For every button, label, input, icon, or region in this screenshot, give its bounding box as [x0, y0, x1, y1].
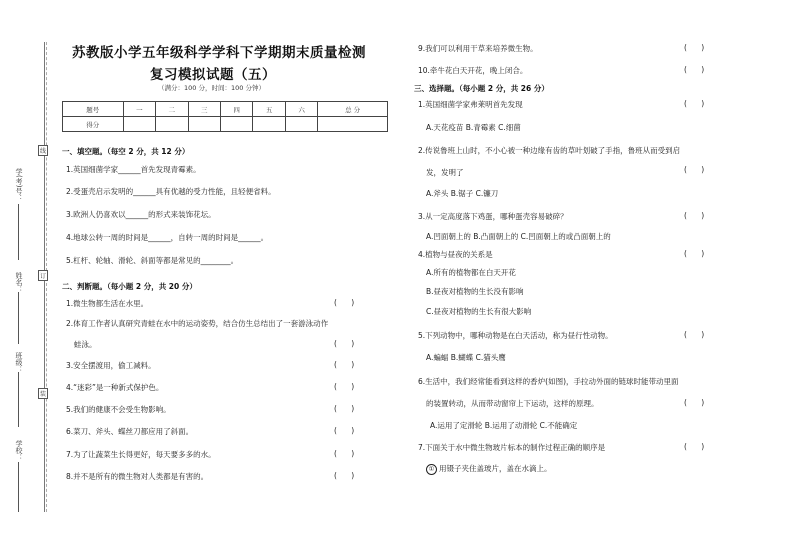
choice-question-6-cont: 的装置转动，从而带动窗帘上下运动，这样的原理。: [426, 399, 599, 408]
judge-question-2: 2.体育工作者认真研究青蛙在水中的运动姿势，结合仿生总结出了一套游泳动作: [66, 319, 329, 328]
score-table-header-row: [63, 102, 388, 117]
score-row-label: 得分: [63, 117, 124, 132]
score-header-cell: 一: [123, 102, 155, 117]
score-cell: [220, 117, 252, 132]
answer-paren: ( ): [684, 165, 705, 174]
exam-title-line1: 苏教版小学五年级科学学科下学期期末质量检测: [72, 45, 366, 61]
binding-mark-order: 订: [38, 270, 48, 281]
judge-question-3: 3.安全摆渡用，偷工减料。: [66, 361, 156, 370]
section3-title: 三、选择题。（每小题 2 分，共 26 分）: [414, 84, 549, 93]
binding-mark-line: 线: [38, 145, 48, 156]
class-fill-line: [18, 372, 19, 427]
answer-paren: ( ): [334, 360, 355, 369]
fill-question-1: 1.英国细菌学家______首先发现青霉素。: [66, 165, 201, 174]
choice-question-3-options: A.凹面朝上的 B.凸面朝上的 C.凹面朝上的或凸面朝上的: [426, 232, 611, 241]
binding-mark-bind: 装: [38, 388, 48, 399]
answer-paren: ( ): [684, 330, 705, 339]
score-header-cell: 六: [285, 102, 317, 117]
step-1-text: 用镊子夹住盖玻片，盖在水滴上。: [439, 464, 552, 473]
answer-paren: ( ): [334, 449, 355, 458]
choice-question-5: 5.下列动物中，哪种动物是在白天活动，称为昼行性动物。: [418, 331, 613, 340]
score-header-cell: 三: [188, 102, 220, 117]
fill-question-2: 2.受蛋壳启示发明的______具有优越的受力性能，且轻便省料。: [66, 187, 276, 196]
choice-question-4-option-a: A.所有的植物都在白天开花: [426, 268, 516, 277]
school-label: 学校：: [15, 440, 23, 461]
judge-question-10: 10.牵牛花白天开花，晚上闭合。: [418, 66, 528, 75]
score-cell: [123, 117, 155, 132]
judge-question-2-cont: 蛙泳。: [74, 340, 97, 349]
section2-title: 二、判断题。（每小题 2 分，共 20 分）: [62, 282, 197, 291]
answer-paren: ( ): [334, 426, 355, 435]
judge-question-9: 9.我们可以利用干草来培养微生物。: [418, 44, 538, 53]
choice-question-1-options: A.天花疫苗 B.青霉素 C.细菌: [426, 123, 521, 132]
judge-question-1: 1.微生物都生活在水里。: [66, 299, 149, 308]
judge-question-6: 6.菜刀、斧头、蝶丝刀都应用了斜面。: [66, 427, 194, 436]
score-header-cell: 四: [220, 102, 252, 117]
exam-info: （满分：100 分，时间：100 分钟）: [158, 84, 265, 92]
score-cell: [253, 117, 285, 132]
answer-paren: ( ): [684, 398, 705, 407]
step-number-circle: ①: [426, 464, 437, 475]
answer-paren: ( ): [334, 471, 355, 480]
score-cell: [285, 117, 317, 132]
judge-question-7: 7.为了让蔬菜生长得更好，每天要多多的水。: [66, 450, 216, 459]
choice-question-2-cont: 发，发明了: [426, 168, 464, 177]
score-header-cell: 五: [253, 102, 285, 117]
name-fill-line: [18, 292, 19, 344]
fill-question-3: 3.欧洲人仍喜欢以______的形式来装饰花坛。: [66, 210, 216, 219]
number-fill-line: [18, 204, 19, 260]
answer-paren: ( ): [684, 99, 705, 108]
student-number-label: 学(考)号：: [15, 168, 23, 202]
section1-title: 一、填空题。（每空 2 分，共 12 分）: [62, 147, 190, 156]
choice-question-4-option-b: B.昼夜对植物的生长没有影响: [426, 287, 524, 296]
score-cell: [156, 117, 188, 132]
score-table-score-row: [63, 117, 388, 132]
answer-paren: ( ): [334, 382, 355, 391]
answer-paren: ( ): [684, 65, 705, 74]
school-fill-line: [18, 462, 19, 512]
fill-question-5: 5.杠杆、轮轴、滑轮、斜面等都是常见的________。: [66, 256, 239, 265]
score-header-cell: 总 分: [318, 102, 388, 117]
choice-question-4: 4.植物与昼夜的关系是: [418, 250, 493, 259]
judge-question-4: 4.“迷彩”是一种新式保护色。: [66, 383, 164, 392]
answer-paren: ( ): [334, 298, 355, 307]
score-table: [62, 101, 388, 132]
choice-question-3: 3.从一定高度落下鸡蛋，哪种蛋壳容易破碎？: [418, 212, 568, 221]
fill-question-4: 4.地球公转一周的时间是______，自转一周的时间是______。: [66, 233, 269, 242]
choice-question-7: 7.下面关于水中微生物玻片标本的制作过程正确的顺序是: [418, 443, 606, 452]
choice-question-1: 1.英国细菌学家弗莱明首先发现: [418, 100, 523, 109]
answer-paren: ( ): [684, 211, 705, 220]
score-cell: [318, 117, 388, 132]
judge-question-5: 5.我们的健康不会受生物影响。: [66, 405, 171, 414]
choice-question-6: 6.生活中，我们经常能看到这样的香炉(如图)，手拉动外面的链球时能带动里面: [418, 377, 679, 386]
answer-paren: ( ): [684, 249, 705, 258]
judge-question-8: 8.并不是所有的微生物对人类都是有害的。: [66, 472, 209, 481]
choice-question-4-option-c: C.昼夜对植物的生长有很大影响: [426, 307, 532, 316]
answer-paren: ( ): [684, 43, 705, 52]
answer-paren: ( ): [334, 339, 355, 348]
choice-question-2: 2.传说鲁班上山时，不小心被一种边缘有齿的草叶划破了手指，鲁班从而受到启: [418, 146, 681, 155]
class-label: 班级：: [15, 352, 23, 373]
score-cell: [188, 117, 220, 132]
choice-question-2-options: A.斧头 B.锯子 C.镰刀: [426, 189, 499, 198]
score-header-cell: 二: [156, 102, 188, 117]
score-header-cell: 题号: [63, 102, 124, 117]
choice-question-7-step-1: [426, 463, 552, 475]
exam-title-line2: 复习模拟试题（五）: [150, 67, 276, 83]
choice-question-5-options: A.蝙蝠 B.蝴蝶 C.猫头鹰: [426, 353, 506, 362]
name-label: 姓名：: [15, 272, 23, 293]
choice-question-6-options: A.运用了定滑轮 B.运用了动滑轮 C.不能确定: [430, 421, 578, 430]
answer-paren: ( ): [684, 442, 705, 451]
answer-paren: ( ): [334, 404, 355, 413]
